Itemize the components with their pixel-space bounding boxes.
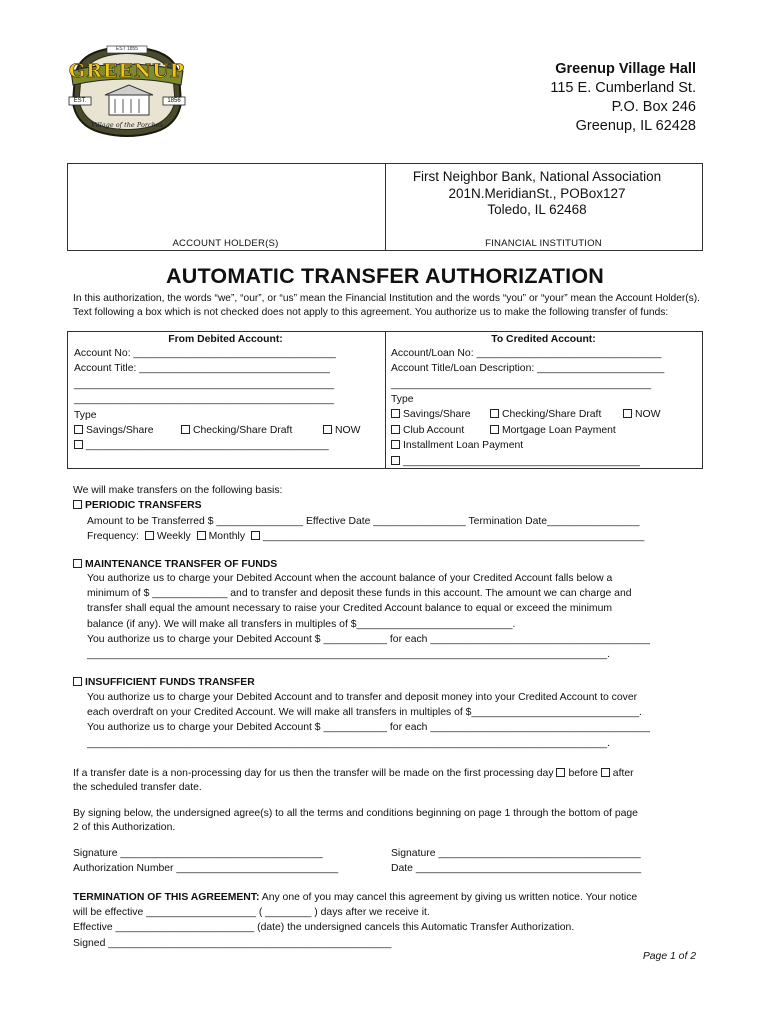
processing-line-2: the scheduled transfer date. (73, 782, 202, 793)
checkbox-icon[interactable] (391, 409, 400, 418)
maintenance-line: transfer shall equal the amount necessary to raise your Credited Account balance to equal or exceed the minimum (87, 603, 613, 615)
checkbox-icon[interactable] (73, 677, 82, 686)
bank-line-2: 201N.MeridianSt., POBox127 (448, 185, 626, 201)
periodic-frequency-row (87, 529, 644, 544)
address-street: 115 E. Cumberland St. (550, 80, 696, 96)
credited-other-option[interactable] (391, 454, 640, 469)
frequency-other-line[interactable]: __________________________________________________________________ (262, 531, 645, 542)
periodic-amount-line[interactable]: Amount to be Transferred $ _______________ Effective Date ________________ Termination Date________________ (87, 516, 640, 527)
insufficient-option[interactable] (73, 675, 255, 690)
village-address (550, 60, 696, 136)
debited-savings-label: Savings/Share (86, 425, 154, 436)
checkbox-icon[interactable] (556, 768, 565, 777)
maintenance-line: You authorize us to charge your Debited Account when the account balance of your Credited Account falls below a (87, 573, 613, 584)
debited-account-title[interactable]: Account Title: _________________________________ (74, 363, 330, 374)
termination-line-3[interactable]: Effective ________________________ (date) the undersigned cancels this Automatic Transfer Authorization. (73, 922, 575, 933)
checkbox-icon[interactable] (490, 425, 499, 434)
checkbox-icon[interactable] (181, 425, 190, 434)
debited-checking-option[interactable] (181, 423, 292, 438)
maintenance-text (87, 571, 650, 662)
maintenance-title: MAINTENANCE TRANSFER OF FUNDS (85, 559, 278, 570)
debited-checking-label: Checking/Share Draft (193, 425, 293, 436)
page-number: Page 1 of 2 (642, 951, 696, 962)
checkbox-icon[interactable] (251, 531, 260, 540)
credited-mortgage-label: Mortgage Loan Payment (502, 425, 616, 436)
logo-year: 1856 (167, 98, 181, 104)
logo-tagline: Village of the Porches (90, 121, 163, 129)
insufficient-line: You authorize us to charge your Debited Account and to transfer and deposit money into your Credited Account to cover (87, 692, 638, 703)
debited-savings-option[interactable] (74, 423, 154, 438)
checkbox-icon[interactable] (623, 409, 632, 418)
financial-institution-label: FINANCIAL INSTITUTION (485, 238, 602, 249)
credited-other-line: _________________________________________ (403, 456, 640, 467)
periodic-title: PERIODIC TRANSFERS (85, 500, 202, 511)
processing-line-1 (73, 766, 634, 781)
address-city: Greenup, IL 62428 (575, 118, 696, 134)
termination-line-2[interactable]: will be effective ___________________ ( ________ ) days after we receive it. (73, 907, 430, 918)
greenup-logo (61, 43, 193, 139)
basis-text: We will make transfers on the following basis: (73, 485, 283, 496)
checkbox-icon[interactable] (490, 409, 499, 418)
maintenance-line[interactable]: __________________________________________________________________________________________. (87, 649, 610, 661)
debited-line-2[interactable]: _____________________________________________ (74, 394, 335, 405)
insufficient-title: INSUFFICIENT FUNDS TRANSFER (85, 677, 255, 688)
accounts-divider (385, 332, 386, 468)
bank-info (384, 169, 690, 219)
debited-header: From Debited Account: (168, 334, 283, 345)
checkbox-icon[interactable] (601, 768, 610, 777)
insufficient-line[interactable]: each overdraft on your Credited Account. We will make all transfers in multiples of $_____________________________. (87, 707, 642, 719)
logo-top-banner: EST 1855 (115, 46, 139, 52)
checkbox-icon[interactable] (73, 559, 82, 568)
insufficient-line[interactable]: __________________________________________________________________________________________. (87, 737, 610, 749)
checkbox-icon[interactable] (74, 440, 83, 449)
credited-now-label: NOW (635, 409, 661, 420)
periodic-option[interactable] (73, 498, 202, 513)
credited-savings-option[interactable] (391, 407, 471, 422)
signing-line-2: 2 of this Authorization. (73, 822, 176, 833)
maintenance-line[interactable]: minimum of $ _____________ and to transfer and deposit these funds in this account. The amount we can charge and (87, 588, 632, 600)
credited-checking-label: Checking/Share Draft (502, 409, 602, 420)
insufficient-text (87, 690, 650, 751)
termination-line-4[interactable]: Signed _________________________________________________ (73, 938, 392, 949)
termination-line-1 (73, 890, 637, 905)
processing-text: If a transfer date is a non-processing day for us then the transfer will be made on the first processing day (73, 768, 554, 779)
credited-line-1[interactable]: _____________________________________________ (391, 379, 652, 390)
authorization-number[interactable]: Authorization Number ____________________________ (73, 863, 339, 874)
maintenance-line[interactable]: You authorize us to charge your Debited Account $ ___________ for each ______________________________________ (87, 633, 650, 645)
insufficient-line[interactable]: You authorize us to charge your Debited Account $ ___________ for each ______________________________________ (87, 722, 650, 734)
credited-now-option[interactable] (623, 407, 660, 422)
credited-mortgage-option[interactable] (490, 423, 616, 438)
credited-header: To Credited Account: (491, 334, 596, 345)
credited-checking-option[interactable] (490, 407, 601, 422)
checkbox-icon[interactable] (391, 425, 400, 434)
debited-other-option[interactable] (74, 438, 329, 453)
credited-savings-label: Savings/Share (403, 409, 471, 420)
checkbox-icon[interactable] (73, 500, 82, 509)
signature-right[interactable]: Signature ___________________________________ (391, 848, 641, 859)
termination-label: TERMINATION OF THIS AGREEMENT: (73, 892, 260, 903)
signing-line-1: By signing below, the undersigned agree(s) to all the terms and conditions beginning on page 1 through the bottom of page (73, 808, 638, 819)
frequency-label: Frequency: (87, 531, 139, 542)
checkbox-icon[interactable] (197, 531, 206, 540)
maintenance-option[interactable] (73, 557, 277, 572)
credited-loan-no[interactable]: Account/Loan No: ________________________________ (391, 348, 662, 359)
debited-type-label: Type (74, 410, 97, 421)
signature-left[interactable]: Signature ___________________________________ (73, 848, 323, 859)
credited-club-option[interactable] (391, 423, 464, 438)
after-label: after (612, 768, 634, 779)
account-holders-label: ACCOUNT HOLDER(S) (172, 238, 279, 249)
weekly-label: Weekly (156, 531, 191, 542)
checkbox-icon[interactable] (391, 456, 400, 465)
bank-line-1: First Neighbor Bank, National Association (412, 169, 662, 184)
debited-now-label: NOW (335, 425, 361, 436)
before-label: before (568, 768, 598, 779)
credited-installment-option[interactable] (391, 438, 523, 453)
debited-now-option[interactable] (323, 423, 360, 438)
termination-text: Any one of you may cancel this agreement by giving us written notice. Your notice (259, 892, 638, 903)
debited-line-1[interactable]: _____________________________________________ (74, 379, 335, 390)
debited-other-line: __________________________________________ (86, 440, 329, 451)
form-title: AUTOMATIC TRANSFER AUTHORIZATION (166, 264, 604, 288)
credited-installment-label: Installment Loan Payment (403, 440, 524, 451)
credited-type-label: Type (391, 394, 414, 405)
logo-name: GREENUP (68, 60, 186, 82)
debited-account-no[interactable]: Account No: ___________________________________ (74, 348, 336, 359)
checkbox-icon[interactable] (74, 425, 83, 434)
credited-club-label: Club Account (403, 425, 465, 436)
checkbox-icon[interactable] (391, 440, 400, 449)
signature-date[interactable]: Date _______________________________________ (391, 863, 642, 874)
credited-loan-title[interactable]: Account Title/Loan Description: ______________________ (391, 363, 665, 374)
address-name: Greenup Village Hall (555, 61, 696, 77)
checkbox-icon[interactable] (145, 531, 154, 540)
address-box: P.O. Box 246 (611, 99, 696, 115)
bank-line-3: Toledo, IL 62468 (487, 202, 587, 217)
checkbox-icon[interactable] (323, 425, 332, 434)
intro-text: In this authorization, the words “we”, “our”, or “us” mean the Financial Institution and the words “you” or “your” mean the Account Holder(s). Text following a box which is not checked does not apply to this agreement. You authorize us to make the following transfer of funds: (73, 293, 700, 318)
logo-est: EST. (73, 98, 87, 104)
monthly-label: Monthly (208, 531, 246, 542)
maintenance-line[interactable]: balance (if any). We will make all transfers in multiples of $___________________________. (87, 618, 516, 630)
